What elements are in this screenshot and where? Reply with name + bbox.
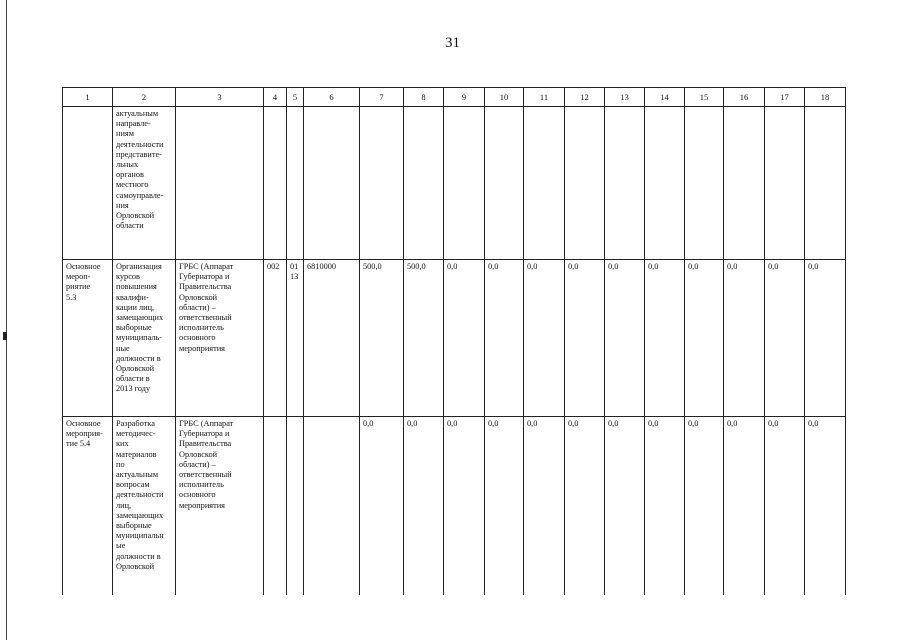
page-left-edge (6, 0, 7, 640)
header-cell: 16 (724, 88, 765, 107)
header-cell: 9 (444, 88, 485, 107)
table-cell: 0,0 (524, 260, 565, 417)
table-cell (264, 107, 287, 260)
table-cell: 500,0 (404, 260, 444, 417)
table-cell: ГРБС (Аппарат Губернатора и Правительства Орловской области) – ответственный исполнитель основного мероприятия (176, 417, 264, 596)
table-cell: Основное мероп- риятие 5.3 (63, 260, 113, 417)
table-cell: 0,0 (565, 260, 605, 417)
table-cell: 0,0 (360, 417, 404, 596)
table-cell: 002 (264, 260, 287, 417)
table-cell: 0,0 (565, 417, 605, 596)
table-cell: 0,0 (805, 417, 846, 596)
table-cell (765, 107, 805, 260)
header-row (63, 88, 846, 107)
header-cell: 12 (565, 88, 605, 107)
table-cell (264, 417, 287, 596)
table-cell: 0,0 (645, 417, 685, 596)
table-cell: ГРБС (Аппарат Губернатора и Правительства Орловской области) – ответственный исполнитель основного мероприятия (176, 260, 264, 417)
table-cell (444, 107, 485, 260)
table-cell (565, 107, 605, 260)
table-cell: 0,0 (485, 417, 524, 596)
header-cell: 11 (524, 88, 565, 107)
table-cell: 6810000 (304, 260, 360, 417)
table-cell: 0,0 (765, 260, 805, 417)
header-cell: 18 (805, 88, 846, 107)
header-cell: 13 (605, 88, 645, 107)
table-cell (360, 107, 404, 260)
table-cell: 0,0 (685, 260, 724, 417)
table-cell (176, 107, 264, 260)
header-cell: 15 (685, 88, 724, 107)
table-cell (485, 107, 524, 260)
table-cell: 0,0 (765, 417, 805, 596)
header-cell: 10 (485, 88, 524, 107)
header-cell: 1 (63, 88, 113, 107)
table-cell: 0,0 (485, 260, 524, 417)
table-cell: Разработка методичес- ких материалов по актуальным вопросам деятельности лиц, замещающих выборные муниципальн ые должности в Орловской (113, 417, 176, 596)
table-cell (304, 417, 360, 596)
table-cell (404, 107, 444, 260)
table-cell: 0,0 (524, 417, 565, 596)
header-cell: 3 (176, 88, 264, 107)
table-cell (645, 107, 685, 260)
table-cell: 0,0 (805, 260, 846, 417)
table-cell (605, 107, 645, 260)
table-cell: 0,0 (685, 417, 724, 596)
header-cell: 2 (113, 88, 176, 107)
table-cell (63, 107, 113, 260)
table-row (63, 107, 846, 260)
table-cell: Организация курсов повышения квалифи- кации лиц, замещающих выборные муниципаль- ные должности в Орловской области в 2013 году (113, 260, 176, 417)
table-row (63, 260, 846, 417)
header-cell: 7 (360, 88, 404, 107)
table-cell: 0,0 (404, 417, 444, 596)
table-cell (724, 107, 765, 260)
table-cell (805, 107, 846, 260)
table-cell (685, 107, 724, 260)
table-cell: 0,0 (605, 417, 645, 596)
header-cell: 17 (765, 88, 805, 107)
binding-mark (3, 332, 7, 340)
table-cell: 0,0 (645, 260, 685, 417)
header-cell: 8 (404, 88, 444, 107)
table-cell: 01 13 (287, 260, 304, 417)
header-cell: 4 (264, 88, 287, 107)
table-cell: 0,0 (444, 417, 485, 596)
header-cell: 14 (645, 88, 685, 107)
table-cell: 0,0 (724, 260, 765, 417)
table-cell: Основное мероприя- тие 5.4 (63, 417, 113, 596)
table-cell: 0,0 (605, 260, 645, 417)
budget-table (62, 87, 846, 595)
table-cell: 500,0 (360, 260, 404, 417)
table-cell (287, 417, 304, 596)
table-row (63, 417, 846, 596)
page-number: 31 (445, 35, 460, 51)
table-cell (524, 107, 565, 260)
header-cell: 5 (287, 88, 304, 107)
table-cell (304, 107, 360, 260)
table-cell: актуальным направле- ниям деятельности представите- льных органов местного самоуправле- ния Орловской области (113, 107, 176, 260)
table-cell: 0,0 (724, 417, 765, 596)
table-cell (287, 107, 304, 260)
header-cell: 6 (304, 88, 360, 107)
table-cell: 0,0 (444, 260, 485, 417)
